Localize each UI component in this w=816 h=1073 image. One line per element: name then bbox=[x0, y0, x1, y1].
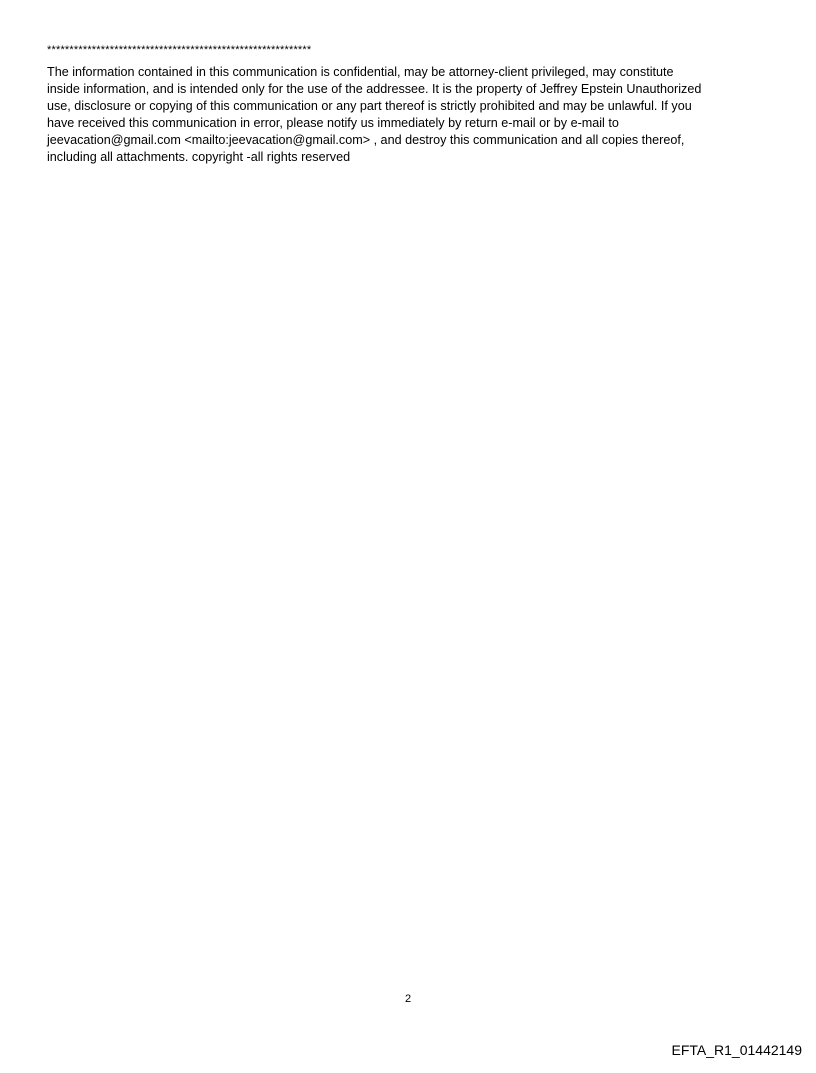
disclaimer-line: The information contained in this communication is confidential, may be attorney-client privileged, may constitute bbox=[47, 65, 674, 79]
confidentiality-disclaimer bbox=[47, 64, 769, 166]
separator-line: *********************************************************** bbox=[47, 44, 312, 56]
page-number: 2 bbox=[404, 993, 412, 1005]
disclaimer-line: have received this communication in error, please notify us immediately by return e-mail or by e-mail to bbox=[47, 116, 619, 130]
disclaimer-line: jeevacation@gmail.com <mailto:jeevacation@gmail.com> , and destroy this communication and all copies thereof, bbox=[47, 133, 685, 147]
disclaimer-line: including all attachments. copyright -all rights reserved bbox=[47, 150, 351, 164]
document-id-stamp: EFTA_R1_01442149 bbox=[671, 1042, 802, 1058]
disclaimer-line: use, disclosure or copying of this communication or any part thereof is strictly prohibited and may be unlawful. If you bbox=[47, 99, 692, 113]
disclaimer-line: inside information, and is intended only for the use of the addressee. It is the property of Jeffrey Epstein Unauthorized bbox=[47, 82, 702, 96]
